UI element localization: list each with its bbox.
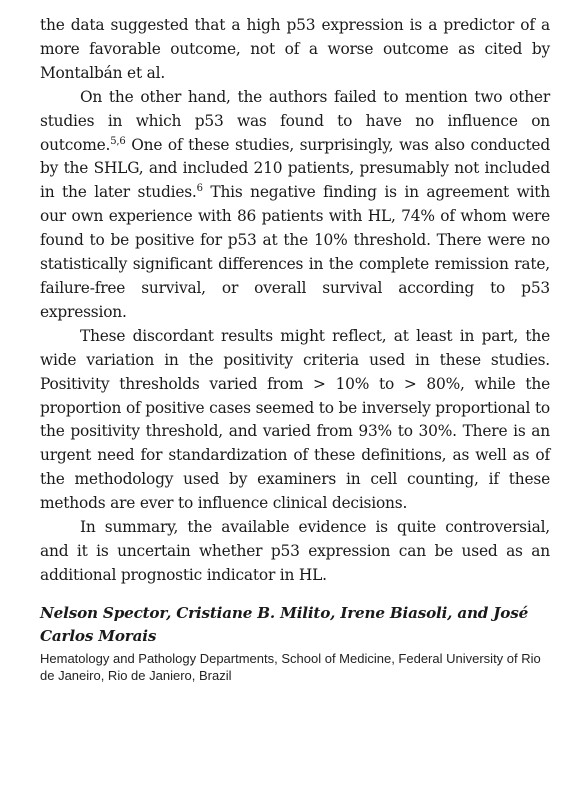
body-paragraph <box>40 325 550 516</box>
author-list: Nelson Spector, Cristiane B. Milito, Irene Biasoli, and José Carlos Morais <box>40 603 529 645</box>
text-run: These discordant results might reflect, at least in part, the wide variation in the positivity criteria used in these studies. Positivity thresholds varied from > 10% to > 80%, while the proportion of positive cases seemed to be inversely proportional to the positivity threshold, and varied from 93% to 30%. There is an urgent need for standardization of these definitions, as well as of the methodology used by examiners in cell counting, if these methods are ever to influence clinical decisions. <box>40 326 550 513</box>
body-text <box>40 14 550 588</box>
text-run: One of these studies, surprisingly, was also conducted by the SHLG, and included 210 patients, presumably not included in the later studies. <box>40 135 550 202</box>
text-run: This negative finding is in agreement with our own experience with 86 patients with HL, 74% of whom were found to be positive for p53 at the 10% threshold. There were no statistically significant differences in the complete remission rate, failure-free survival, or overall survival according to p53 expression. <box>40 183 550 321</box>
body-paragraph <box>40 516 550 588</box>
body-paragraph <box>40 86 550 325</box>
text-run: In summary, the available evidence is quite controversial, and it is uncertain whether p53 expression can be used as an additional prognostic indicator in HL. <box>40 518 550 584</box>
body-paragraph <box>40 14 550 86</box>
text-run: the data suggested that a high p53 expression is a predictor of a more favorable outcome, not of a worse outcome as cited by Montalbán et al. <box>40 16 550 82</box>
text-run: On the other hand, the authors failed to mention two other studies in which p53 was found to have no influence on outcome. <box>40 87 550 154</box>
citation-superscript: 6 <box>196 183 203 195</box>
author-affiliation: Hematology and Pathology Departments, School of Medicine, Federal University of Rio de Janeiro, Rio de Janiero, Brazil <box>40 650 541 684</box>
letter-body <box>40 14 550 685</box>
citation-superscript: 5,6 <box>110 135 126 147</box>
